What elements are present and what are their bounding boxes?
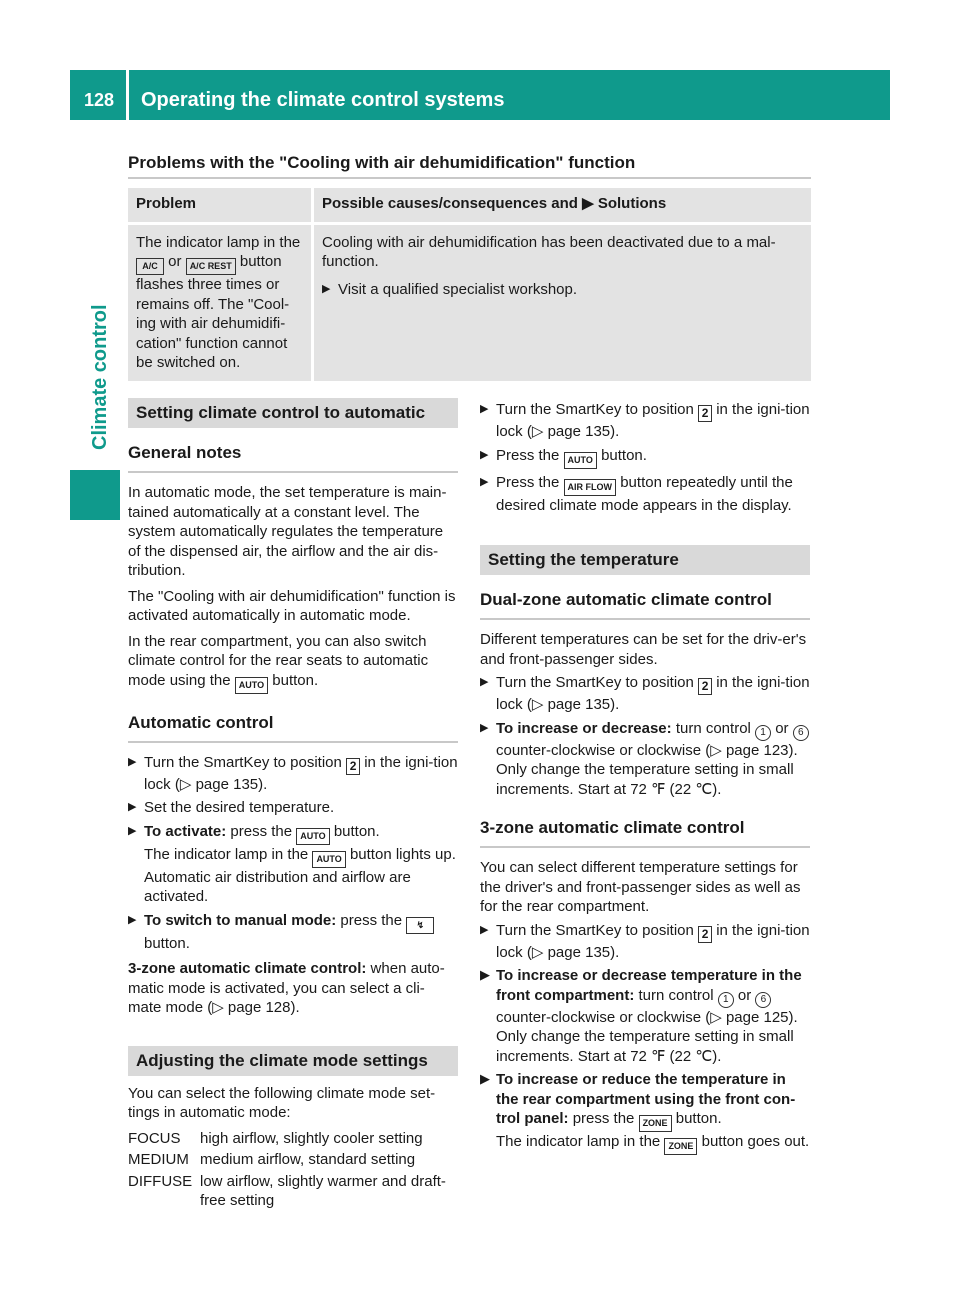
page-ref-icon: ▷ [710,1008,722,1026]
position-2-icon: 2 [346,758,360,775]
list-item: DIFFUSE low airflow, slightly warmer and draft-free setting [128,1172,446,1209]
auto-step-4: ▶ To switch to manual mode: press the ↯ button. [128,911,458,954]
mode-intro: You can select the following climate mode set-tings in automatic mode: [128,1084,436,1121]
automatic-control-title: Automatic control [128,712,458,743]
ac-rest-button-icon: A/C REST [186,258,236,275]
table-row [128,225,811,381]
page-ref-icon: ▷ [710,741,722,759]
page-ref-icon: ▷ [531,696,544,713]
problem-cell: The indicator lamp in the A/C or A/C REST button flashes three times or remains off. The "Cool-ing with air dehumidifi-cation" function cannot be switched on. [128,225,314,381]
solution-step: ▶ Visit a qualified specialist workshop. [322,280,803,300]
auto-step-3: ▶ To activate: press the AUTO button. The indicator lamp in the AUTO button lights up. Automatic air distribution and airflow are activated. [128,822,458,907]
tri-step-2: ▶ To increase or decrease temperature in the front compartment: turn control 1 or 6 counter-clockwise or clockwise (▷ page 125). Only change the temperature setting in small increments. Start at 72 ℉ (22 ℃). [480,966,810,1066]
auto-button-icon: AUTO [296,828,329,845]
page-number: 128 [84,90,115,110]
general-p1: In automatic mode, the set temperature is main-tained automatically at a constant level. The system automatically regulates the temperature of the dispensed air, the airflow and the air dis-tribution. [128,484,447,579]
chapter-label: Climate control [89,304,111,450]
airflow-button-icon: AIR FLOW [564,479,617,496]
list-item: FOCUS high airflow, slightly cooler setting [128,1129,423,1147]
general-p2: The "Cooling with air dehumidification" function is activated automatically in automatic mode. [128,587,456,624]
right-column [480,398,810,1155]
auto-button-icon: AUTO [312,851,345,868]
problems-table [128,188,811,381]
tri-step-1: ▶ Turn the SmartKey to position 2 in the igni-tion lock (▷ page 135). [480,921,810,963]
tri-intro: You can select different temperature settings for the driver's and front-passenger sides as well as for the rear compartment. [480,859,801,915]
control-1-icon: 1 [755,725,771,741]
table-header-problem: Problem [128,188,314,225]
dual-zone-title: Dual-zone automatic climate control [480,589,810,620]
auto-button-icon: AUTO [235,677,268,694]
page-ref-icon: ▷ [531,943,544,961]
control-6-icon: 6 [793,725,809,741]
general-notes-title: General notes [128,442,458,473]
ac-button-icon: A/C [136,258,164,275]
mode-banner: Adjusting the climate mode settings [128,1046,458,1076]
problems-heading: Problems with the "Cooling with air dehumidification" function [128,153,636,172]
mode-step-3: ▶ Press the AIR FLOW button repeatedly until the desired climate mode appears in the display. [480,473,810,516]
general-p3: In the rear compartment, you can also switch climate control for the rear seats to automatic mode using the AUTO button. [128,632,458,694]
zone-button-icon: ZONE [664,1138,697,1155]
control-1-icon: 1 [718,992,734,1008]
table-header-causes: Possible causes/consequences and ▶ Solutions [314,188,811,225]
tri-step-3: ▶ To increase or reduce the temperature in the rear compartment using the front con-trol panel: press the ZONE button. The indicator lamp in the ZONE button goes out. [480,1070,810,1155]
auto-button-icon: AUTO [564,452,597,469]
auto-step-1: ▶ Turn the SmartKey to position 2 in the igni-tion lock (▷ page 135). [128,753,458,795]
mode-list [128,1129,458,1211]
arrow-icon: ▶ [582,195,594,212]
manual-airflow-button-icon: ↯ [406,917,434,934]
zone-button-icon: ZONE [639,1115,672,1132]
auto-banner: Setting climate control to automatic [128,398,458,428]
position-2-icon: 2 [698,405,712,422]
header-divider [126,70,129,120]
mode-step-1: ▶ Turn the SmartKey to position 2 in the igni-tion lock (▷ page 135). [480,400,810,442]
chapter-marker [70,470,120,520]
left-column [128,398,458,1211]
solution-cell [314,225,811,381]
position-2-icon: 2 [698,678,712,695]
dual-step-2: ▶ To increase or decrease: turn control 1 or 6 counter-clockwise or clockwise (▷ page 123). Only change the temperature setting in small increments. Start at 72 ℉ (22 ℃). [480,719,810,800]
zone3-note: 3-zone automatic climate control: when auto-matic mode is activated, you can select a cli-mate mode (▷ page 128). [128,960,445,1016]
dual-step-1: ▶ Turn the SmartKey to position 2 in the igni-tion lock (▷ page 135). [480,673,810,715]
mode-step-2: ▶ Press the AUTO button. [480,446,810,469]
page-title: Operating the climate control systems [141,89,505,111]
position-2-icon: 2 [698,926,712,943]
temp-banner: Setting the temperature [480,545,810,575]
page-ref-icon: ▷ [212,999,224,1016]
auto-step-2: ▶ Set the desired temperature. [128,798,458,818]
list-item: MEDIUM medium airflow, standard setting [128,1151,416,1168]
page-ref-icon: ▷ [179,775,192,793]
page-ref-icon: ▷ [531,423,544,440]
control-6-icon: 6 [755,992,771,1008]
heading-rule [128,177,811,179]
dual-intro: Different temperatures can be set for the driv-er's and front-passenger sides. [480,631,807,668]
cause-text: Cooling with air dehumidification has been deactivated due to a mal-function. [322,233,776,270]
tri-zone-title: 3-zone automatic climate control [480,817,810,848]
